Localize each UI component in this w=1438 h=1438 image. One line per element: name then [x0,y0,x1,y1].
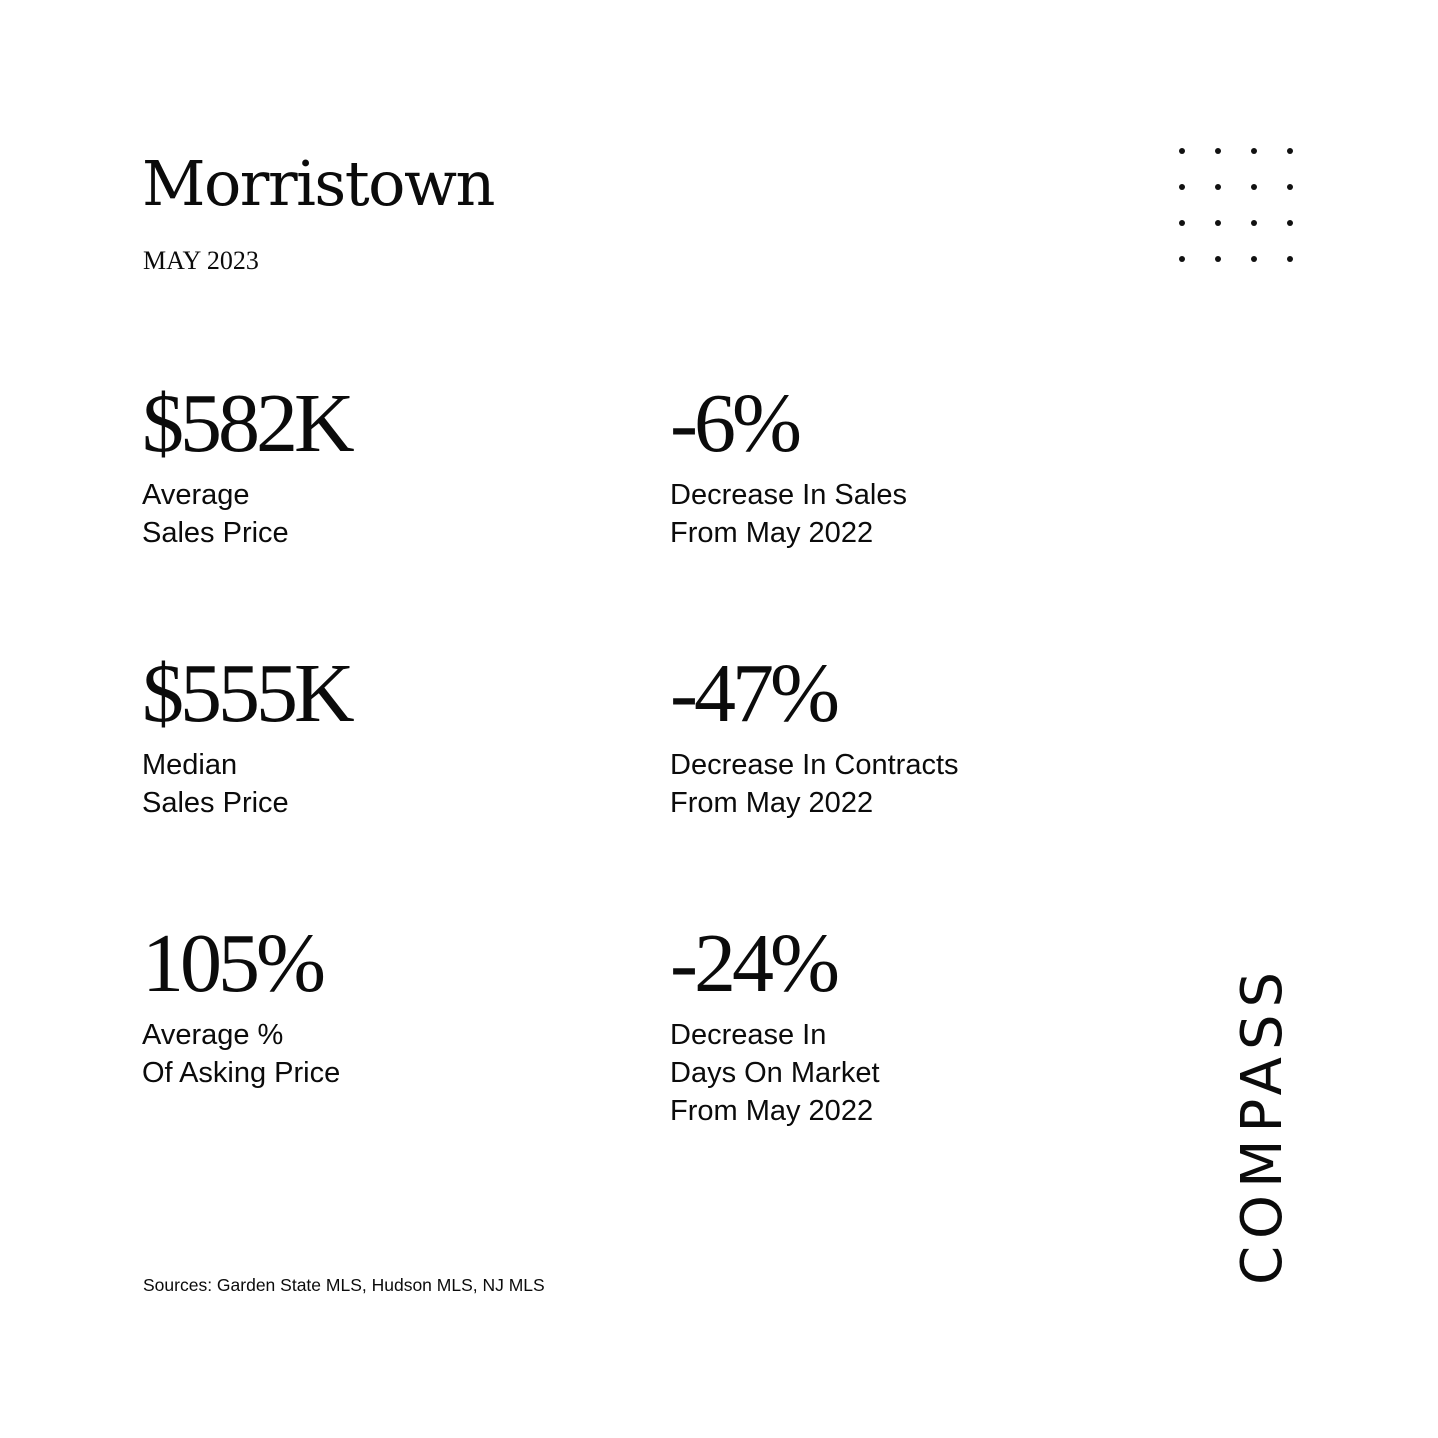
stat-value: 105% [142,917,322,1010]
dot-grid-icon [1172,141,1302,271]
stat-label-line: From May 2022 [670,517,874,549]
stat-contracts-change [670,647,959,822]
stat-label-line: Days On Market [670,1057,880,1089]
stat-label [142,746,351,822]
stat-label-line: Decrease In Sales [670,479,907,511]
stat-label [670,476,907,552]
stat-days-on-market-change [670,917,880,1130]
stat-label-line: Average % [142,1019,284,1051]
stat-label [670,1016,880,1130]
stat-label-line: Average [142,479,250,511]
stat-label [142,1016,340,1092]
stat-sales-change [670,377,907,552]
stat-value: -47% [670,647,836,740]
report-period: MAY 2023 [143,246,259,275]
stat-value: $555K [142,647,351,740]
stat-label-line: Of Asking Price [142,1057,341,1089]
stat-label-line: Median [142,749,238,781]
stat-label [142,476,351,552]
page-title: Morristown [142,147,494,220]
stat-average-sales-price [142,377,351,552]
stat-label-line: Sales Price [142,787,289,819]
compass-logo: COMPASS [1230,964,1295,1286]
stat-label-line: Sales Price [142,517,289,549]
stat-value: $582K [142,377,351,470]
stat-value: -6% [670,377,798,470]
stat-label-line: Decrease In [670,1019,827,1051]
stat-label-line: From May 2022 [670,787,874,819]
sources-note: Sources: Garden State MLS, Hudson MLS, NJ MLS [143,1275,545,1295]
stat-value: -24% [670,917,836,1010]
stat-median-sales-price [142,647,351,822]
stat-label-line: Decrease In Contracts [670,749,959,781]
stat-percent-of-asking [142,917,341,1092]
stat-label-line: From May 2022 [670,1095,874,1127]
stat-label [670,746,959,822]
